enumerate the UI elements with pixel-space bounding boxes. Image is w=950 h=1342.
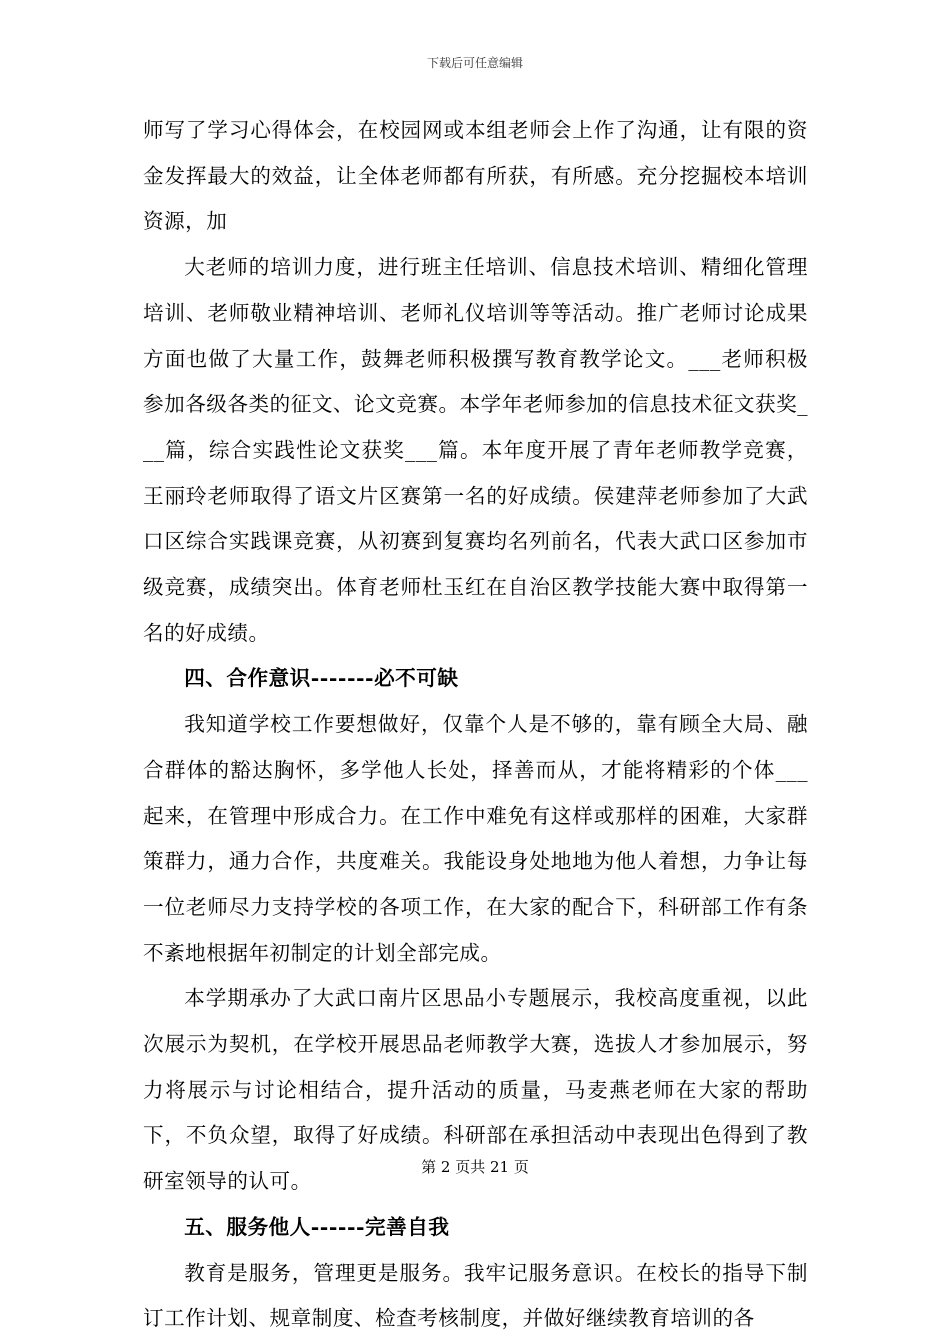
paragraph-training: 大老师的培训力度，进行班主任培训、信息技术培训、精细化管理培训、老师敬业精神培训、老师礼仪培训等等活动。推广老师讨论成果方面也做了大量工作，鼓舞老师积极撰写教育教学论文。___老师积极参加各级各类的征文、论文竞赛。本学年老师参加的信息技术征文获奖___篇，综合实践性论文获奖___篇。本年度开展了青年老师教学竞赛，王丽玲老师取得了语文片区赛第一名的好成绩。侯建萍老师参加了大武口区综合实践课竞赛，从初赛到复赛均名列前名，代表大武口区参加市级竞赛，成绩突出。体育老师杜玉红在自治区教学技能大赛中取得第一名的好成绩。 — [143, 255, 808, 645]
paragraph-cooperation: 我知道学校工作要想做好，仅靠个人是不够的，靠有顾全大局、融合群体的豁达胸怀，多学他人长处，择善而从，才能将精彩的个体___起来，在管理中形成合力。在工作中难免有这样或那样的困难，大家群策群力，通力合作，共度难关。我能设身处地地为他人着想，力争让每一位老师尽力支持学校的各项工作，在大家的配合下，科研部工作有条不紊地根据年初制定的计划全部完成。 — [143, 712, 808, 965]
section-heading-cooperation: 四、合作意识-------必不可缺 — [184, 666, 459, 691]
section-heading-service: 五、服务他人------完善自我 — [184, 1214, 450, 1239]
page-header: 下载后可任意编辑 — [426, 56, 523, 70]
paragraph-continuation: 师写了学习心得体会，在校园网或本组老师会上作了沟通，让有限的资金发挥最大的效益，让全体老师都有所获，有所感。充分挖掘校本培训资源，加 — [143, 118, 808, 234]
paragraph-exhibition: 本学期承办了大武口南片区思品小专题展示，我校高度重视，以此次展示为契机，在学校开展思品老师教学大赛，选拔人才参加展示，努力将展示与讨论相结合，提升活动的质量，马麦燕老师在大家的帮助下，不负众望，取得了好成绩。科研部在承担活动中表现出色得到了教研室领导的认可。 — [143, 986, 808, 1194]
paragraph-service: 教育是服务，管理更是服务。我牢记服务意识。在校长的指导下制订工作计划、规章制度、检查考核制度，并做好继续教育培训的各 — [143, 1260, 808, 1331]
page-footer: 第 2 页共 21 页 — [421, 1158, 529, 1176]
